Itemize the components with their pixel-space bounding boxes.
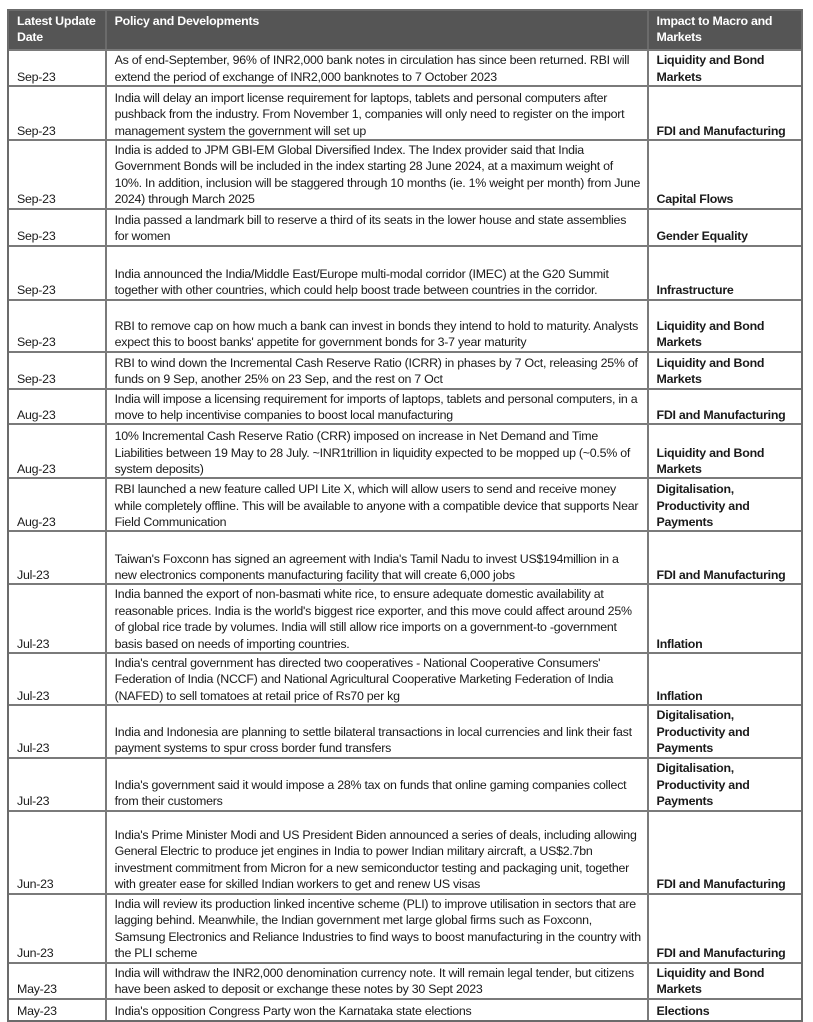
row-impact: Gender Equality	[649, 208, 801, 245]
row-date: Aug-23	[9, 388, 107, 424]
row-impact: Infrastructure	[649, 245, 801, 299]
policy-developments-table	[7, 9, 803, 1022]
table-row	[9, 208, 801, 245]
table-row	[9, 388, 801, 424]
row-policy-text: India passed a landmark bill to reserve a third of its seats in the lower house and state assemblies for women	[107, 208, 649, 245]
row-impact: Digitalisation, Productivity and Payments	[649, 757, 801, 810]
table-row	[9, 49, 801, 85]
table-row	[9, 530, 801, 583]
row-date: Jul-23	[9, 757, 107, 810]
row-impact: Liquidity and Bond Markets	[649, 351, 801, 388]
table-row	[9, 998, 801, 1020]
row-impact: Liquidity and Bond Markets	[649, 49, 801, 85]
row-impact: Digitalisation, Productivity and Payments	[649, 704, 801, 756]
row-policy-text: India and Indonesia are planning to settle bilateral transactions in local currencies and link their fast payment systems to spur cross border fund transfers	[107, 704, 649, 756]
row-date: Jul-23	[9, 583, 107, 652]
row-policy-text: RBI launched a new feature called UPI Lite X, which will allow users to send and receive money while completely offline. This will be available to anyone with a compatible device that supports Near Field Communication	[107, 477, 649, 530]
row-date: Sep-23	[9, 245, 107, 299]
row-impact: FDI and Manufacturing	[649, 893, 801, 962]
row-impact: FDI and Manufacturing	[649, 85, 801, 139]
row-policy-text: India will review its production linked incentive scheme (PLI) to improve utilisation in sectors that are lagging behind. Meanwhile, the Indian government met large global firms such as Foxconn, Samsung Electronics and Reliance Industries to find ways to boost manufacturing in the country with the PLI scheme	[107, 893, 649, 962]
row-date: Sep-23	[9, 208, 107, 245]
row-policy-text: India's central government has directed two cooperatives - National Cooperative Consumers' Federation of India (NCCF) and National Agricultural Cooperative Marketing Federation of India (NAFED) to sell tomatoes at retail price of Rs70 per kg	[107, 652, 649, 704]
table-row	[9, 351, 801, 388]
row-date: Sep-23	[9, 49, 107, 85]
row-policy-text: 10% Incremental Cash Reserve Ratio (CRR) imposed on increase in Net Demand and Time Liabilities between 19 May to 28 July. ~INR1trillion in liquidity expected to be mopped up (~0.5% of system deposits)	[107, 423, 649, 477]
table-row	[9, 299, 801, 351]
row-date: Sep-23	[9, 299, 107, 351]
row-policy-text: India will withdraw the INR2,000 denomination currency note. It will remain legal tender, but citizens have been asked to deposit or exchange these notes by 30 Sept 2023	[107, 962, 649, 998]
row-policy-text: India's government said it would impose a 28% tax on funds that online gaming companies collect from their customers	[107, 757, 649, 810]
row-policy-text: India is added to JPM GBI-EM Global Diversified Index. The Index provider said that India Government Bonds will be included in the index starting 28 June 2024, at a maximum weight of 10%. In addition, inclusion will be staggered through 10 months (ie. 1% weight per month) from June 2024) through March 2025	[107, 139, 649, 208]
table-row	[9, 757, 801, 810]
row-impact: Liquidity and Bond Markets	[649, 423, 801, 477]
table-row	[9, 477, 801, 530]
row-policy-text: India banned the export of non-basmati white rice, to ensure adequate domestic availability at reasonable prices. India is the world's biggest rice exporter, and this move could affect around 25% of global rice trade by volumes. India will still allow rice imports on a government-to -government basis based on needs of importing countries.	[107, 583, 649, 652]
row-policy-text: India will delay an import license requirement for laptops, tablets and personal computers after pushback from the industry. From November 1, companies will only need to register on the import management system the government will set up	[107, 85, 649, 139]
table-row	[9, 893, 801, 962]
table-body	[9, 49, 801, 1020]
row-policy-text: India's Prime Minister Modi and US President Biden announced a series of deals, including allowing General Electric to produce jet engines in India to power Indian military aircraft, a US$2.7bn investment commitment from Micron for a new semiconductor testing and packaging unit, together with greater ease for skilled Indian workers to get and renew US visas	[107, 810, 649, 893]
row-impact: Liquidity and Bond Markets	[649, 299, 801, 351]
row-date: Aug-23	[9, 477, 107, 530]
row-policy-text: RBI to wind down the Incremental Cash Reserve Ratio (ICRR) in phases by 7 Oct, releasing 25% of funds on 9 Sep, another 25% on 23 Sep, and the rest on 7 Oct	[107, 351, 649, 388]
row-date: May-23	[9, 962, 107, 998]
row-policy-text: India will impose a licensing requirement for imports of laptops, tablets and personal computers, in a move to help incentivise companies to boost local manufacturing	[107, 388, 649, 424]
row-date: Sep-23	[9, 85, 107, 139]
table-row	[9, 85, 801, 139]
row-impact: FDI and Manufacturing	[649, 388, 801, 424]
table-row	[9, 810, 801, 893]
table-row	[9, 652, 801, 704]
row-impact: Liquidity and Bond Markets	[649, 962, 801, 998]
table-row	[9, 962, 801, 998]
row-policy-text: Taiwan's Foxconn has signed an agreement with India's Tamil Nadu to invest US$194million in a new electronics components manufacturing facility that will create 6,000 jobs	[107, 530, 649, 583]
row-impact: Capital Flows	[649, 139, 801, 208]
row-date: Jun-23	[9, 893, 107, 962]
row-date: Jul-23	[9, 704, 107, 756]
row-date: Sep-23	[9, 351, 107, 388]
row-impact: FDI and Manufacturing	[649, 810, 801, 893]
header-latest-update-date: Latest Update Date	[9, 11, 107, 49]
row-impact: Digitalisation, Productivity and Payments	[649, 477, 801, 530]
header-policy-and-developments: Policy and Developments	[107, 11, 649, 49]
row-date: Jul-23	[9, 530, 107, 583]
row-impact: FDI and Manufacturing	[649, 530, 801, 583]
table-row	[9, 704, 801, 756]
header-impact-to-macro-and-markets: Impact to Macro and Markets	[649, 11, 801, 49]
row-policy-text: As of end-September, 96% of INR2,000 bank notes in circulation has since been returned. RBI will extend the period of exchange of INR2,000 banknotes to 7 October 2023	[107, 49, 649, 85]
row-policy-text: RBI to remove cap on how much a bank can invest in bonds they intend to hold to maturity. Analysts expect this to boost banks' appetite for government bonds for 3-7 year maturity	[107, 299, 649, 351]
table-row	[9, 583, 801, 652]
table-row	[9, 423, 801, 477]
row-date: Aug-23	[9, 423, 107, 477]
row-policy-text: India announced the India/Middle East/Europe multi-modal corridor (IMEC) at the G20 Summit together with other countries, which could help boost trade between countries in the corridor.	[107, 245, 649, 299]
row-impact: Inflation	[649, 652, 801, 704]
row-date: Jun-23	[9, 810, 107, 893]
row-impact: Inflation	[649, 583, 801, 652]
row-date: Sep-23	[9, 139, 107, 208]
row-impact: Elections	[649, 998, 801, 1020]
row-policy-text: India's opposition Congress Party won the Karnataka state elections	[107, 998, 649, 1020]
table-header-row	[9, 11, 801, 49]
row-date: Jul-23	[9, 652, 107, 704]
row-date: May-23	[9, 998, 107, 1020]
table-row	[9, 245, 801, 299]
table-row	[9, 139, 801, 208]
